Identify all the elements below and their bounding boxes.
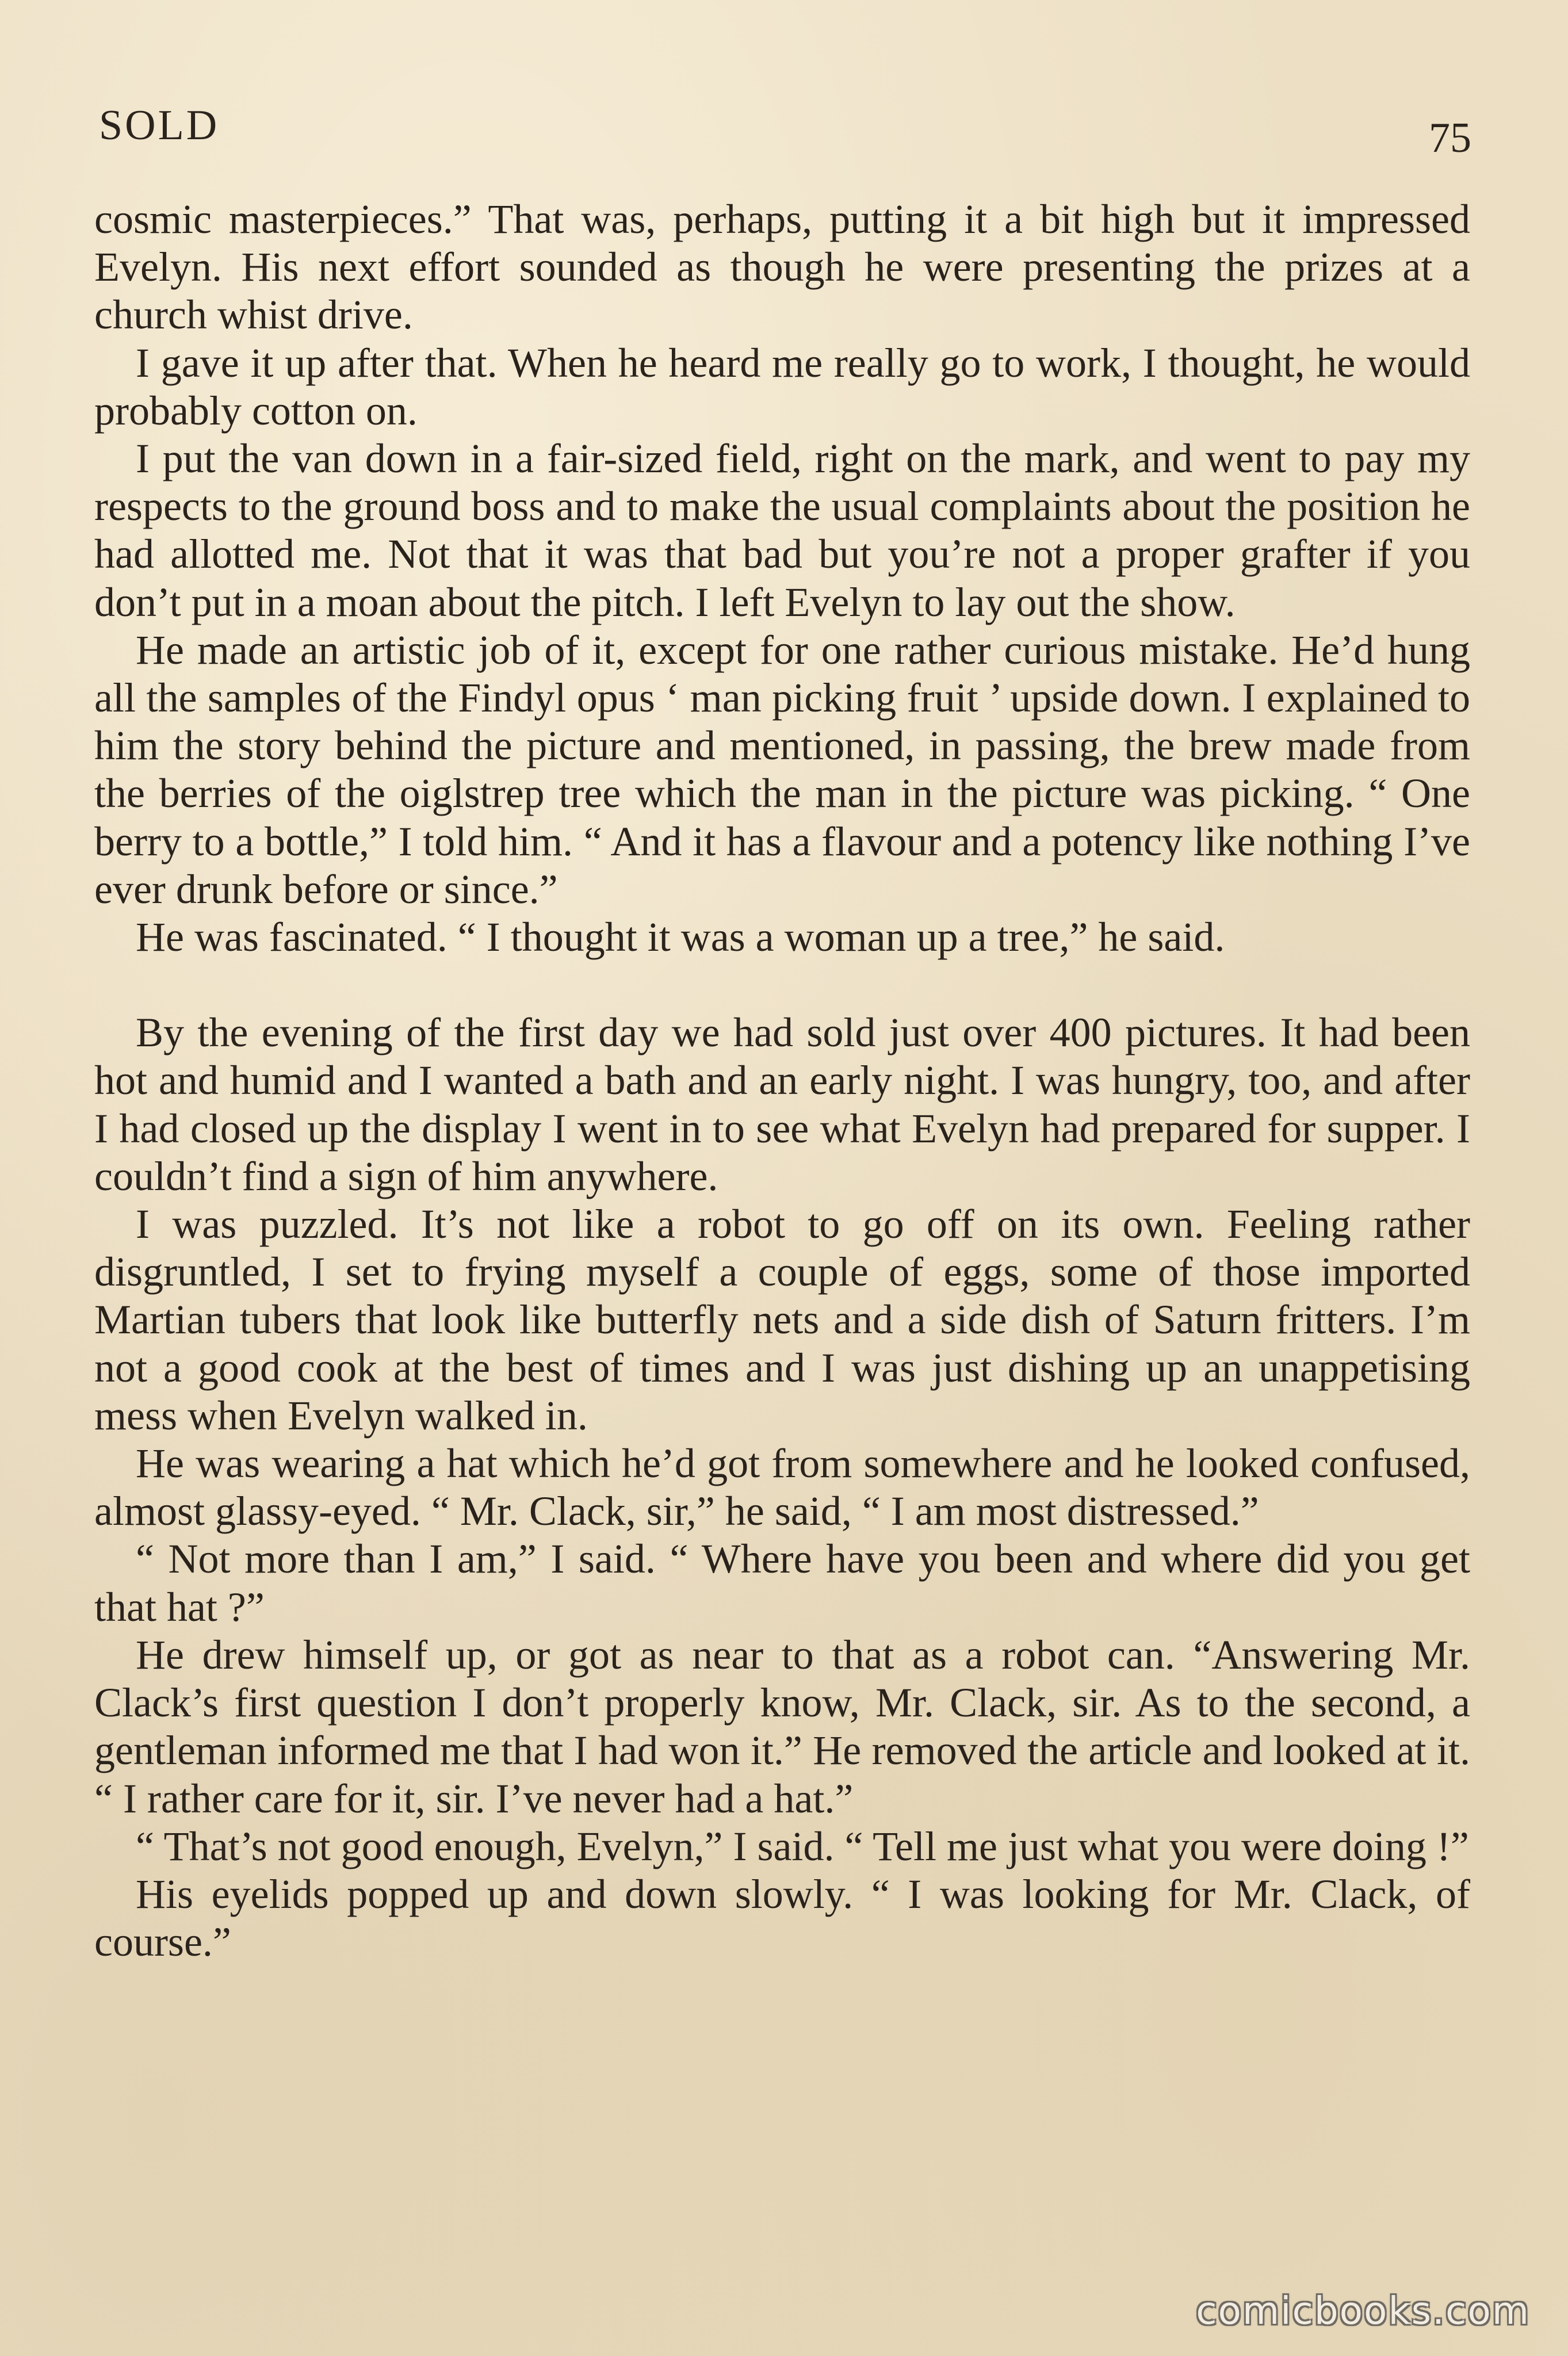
running-title: SOLD [99,102,220,149]
paragraph: He drew himself up, or got as near to that as a robot can. “Answering Mr. Clack’s first question I don’t properly know, Mr. Clack, sir. As to the second, a gentleman informed me that I had won it.” He removed the article and looked at it. “ I rather care for it, sir. I’ve never had a hat.” [94,1631,1470,1822]
paragraph: His eyelids popped up and down slowly. “ I was looking for Mr. Clack, of course.” [94,1871,1470,1965]
paragraph: I put the van down in a fair-sized field, right on the mark, and went to pay my respects to the ground boss and to make the usual complaints about the position he had allotted me. Not that it was that bad but you’re not a proper grafter if you don’t put in a moan about the pitch. I left Evelyn to lay out the show. [94,435,1470,625]
paragraph: He was fascinated. “ I thought it was a woman up a tree,” he said. [136,914,1225,961]
paragraph: “ Not more than I am,” I said. “ Where have you been and where did you get that hat ?” [94,1536,1470,1630]
page-number: 75 [1429,114,1471,162]
watermark-logo: comicbooks.com [1196,2289,1530,2333]
paragraph-continuation: cosmic masterpieces.” That was, perhaps, putting it a bit high but it impressed Evelyn. His next effort sounded as though he were presenting the prizes at a church whist drive. [94,196,1470,338]
paragraph: He made an artistic job of it, except for one rather curious mistake. He’d hung all the samples of the Findyl opus ‘ man picking fruit ’ upside down. I explained to him the story behind the picture and mentioned, in passing, the brew made from the berries of the oiglstrep tree which the man in the picture was picking. “ One berry to a bottle,” I told him. “ And it has a flavour and a potency like nothing I’ve ever drunk before or since.” [94,626,1470,912]
paragraph: “ That’s not good enough, Evelyn,” I said. “ Tell me just what you were doing !” [136,1823,1469,1869]
paragraph: He was wearing a hat which he’d got from somewhere and he looked confused, almost glassy-eyed. “ Mr. Clack, sir,” he said, “ I am most distressed.” [94,1440,1470,1535]
paragraph: I was puzzled. It’s not like a robot to go off on its own. Feeling rather disgruntled, I set to frying myself a couple of eggs, some of those imported Martian tubers that look like butterfly nets and a side dish of Saturn fritters. I’m not a good cook at the best of times and I was just dishing up an unappetising mess when Evelyn walked in. [94,1201,1470,1439]
body-text [94,196,1470,1966]
section-break [94,961,1470,1009]
paragraph: I gave it up after that. When he heard me really go to work, I thought, he would probably cotton on. [94,339,1470,434]
paragraph: By the evening of the first day we had sold just over 400 pictures. It had been hot and humid and I wanted a bath and an early night. I was hungry, too, and after I had closed up the display I went in to see what Evelyn had prepared for supper. I couldn’t find a sign of him anywhere. [94,1009,1470,1199]
